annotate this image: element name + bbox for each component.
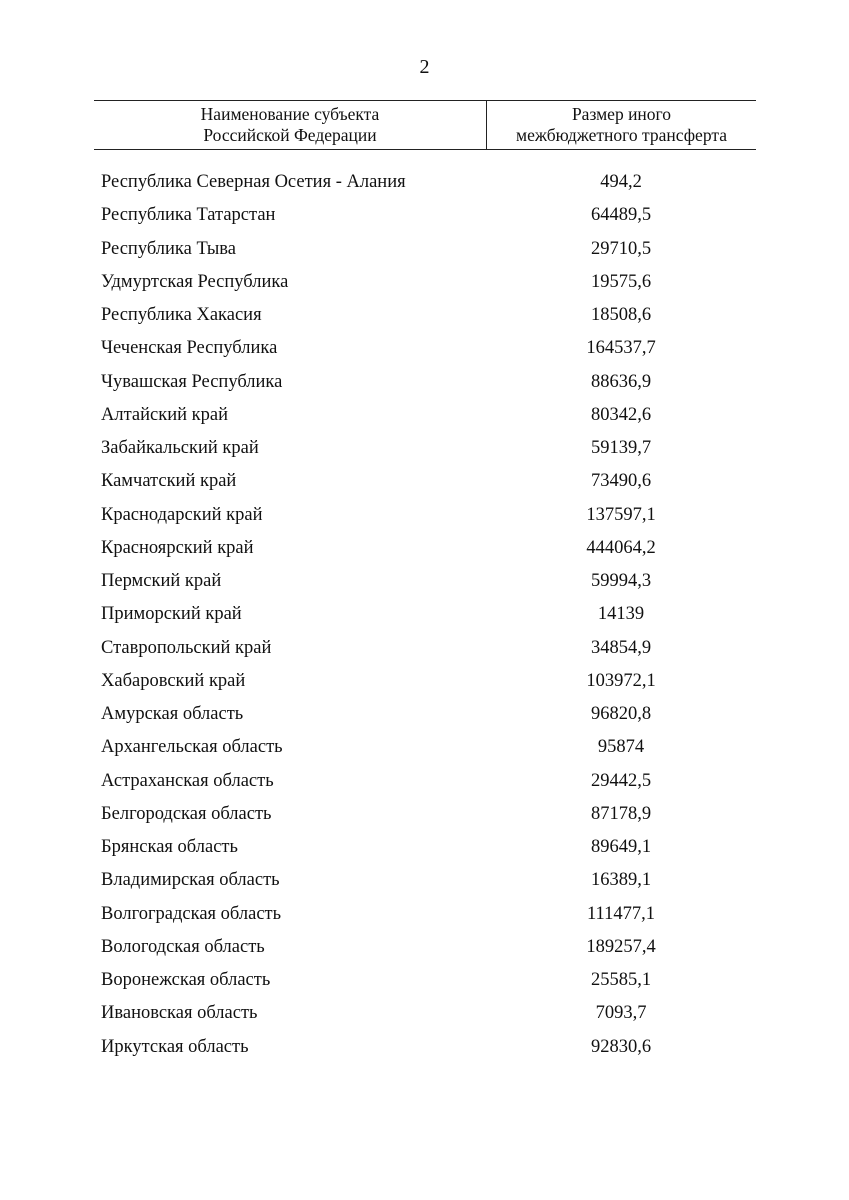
subject-name: Воронежская область <box>101 970 271 990</box>
subject-name: Республика Северная Осетия - Алания <box>101 172 406 192</box>
transfer-value: 73490,6 <box>590 471 652 492</box>
subject-name: Республика Хакасия <box>101 305 262 325</box>
table-row <box>0 997 849 1030</box>
table-row <box>0 798 849 831</box>
transfer-value: 92830,6 <box>590 1036 652 1057</box>
subject-name: Ставропольский край <box>101 637 272 658</box>
transfer-value: 103972,1 <box>586 670 656 691</box>
subject-name: Вологодская область <box>101 936 265 957</box>
table-row <box>0 233 849 266</box>
page-number: 2 <box>419 56 430 78</box>
transfer-value: 59994,3 <box>590 571 652 591</box>
subject-name: Амурская область <box>101 704 244 724</box>
transfer-value: 444064,2 <box>586 537 656 558</box>
transfer-value: 80342,6 <box>590 404 652 425</box>
transfer-value: 189257,4 <box>586 936 656 957</box>
subject-name: Чувашская Республика <box>101 371 283 392</box>
subject-name: Республика Татарстан <box>101 205 276 226</box>
table-row <box>0 565 849 598</box>
transfer-value: 29442,5 <box>590 770 652 791</box>
table-row <box>0 166 849 199</box>
subject-name: Забайкальский край <box>101 438 259 458</box>
table-row <box>0 931 849 964</box>
table-row <box>0 532 849 565</box>
transfer-value: 64489,5 <box>590 205 652 226</box>
subject-name: Пермский край <box>101 571 222 591</box>
transfer-value: 14139 <box>597 604 645 625</box>
table-row <box>0 465 849 498</box>
header-subject-name-line2: Российской Федерации <box>203 125 377 145</box>
transfer-value: 88636,9 <box>590 371 652 392</box>
subject-name: Владимирская область <box>101 870 280 891</box>
transfer-value: 164537,7 <box>586 338 656 359</box>
table-row <box>0 1031 849 1064</box>
table-row <box>0 598 849 631</box>
subject-name: Иркутская область <box>101 1036 249 1057</box>
table-row <box>0 964 849 997</box>
transfer-value: 19575,6 <box>590 271 652 292</box>
table-row <box>0 266 849 299</box>
subject-name: Волгоградская область <box>101 903 282 924</box>
header-transfer-size <box>487 101 756 149</box>
table-row <box>0 765 849 798</box>
header-transfer-size-line1: Размер иного <box>571 104 672 124</box>
table-row <box>0 632 849 665</box>
subject-name: Камчатский край <box>101 471 237 492</box>
subject-name: Приморский край <box>101 604 242 625</box>
table-row <box>0 399 849 432</box>
subject-name: Ивановская область <box>101 1003 258 1024</box>
table-row <box>0 731 849 764</box>
table-row <box>0 898 849 931</box>
transfer-value: 34854,9 <box>590 637 652 658</box>
transfer-value: 89649,1 <box>590 837 652 857</box>
subject-name: Астраханская область <box>101 770 274 791</box>
table-row <box>0 299 849 332</box>
subject-name: Удмуртская Республика <box>101 271 289 292</box>
header-subject-name <box>94 101 487 149</box>
transfer-value: 18508,6 <box>590 305 652 325</box>
transfer-value: 111477,1 <box>586 903 655 924</box>
table-row <box>0 698 849 731</box>
transfer-value: 137597,1 <box>586 504 656 525</box>
subject-name: Краснодарский край <box>101 504 263 525</box>
transfer-value: 494,2 <box>600 172 642 192</box>
subject-name: Брянская область <box>101 837 238 857</box>
header-subject-name-line1: Наименование субъекта <box>200 104 380 124</box>
table-row <box>0 432 849 465</box>
table-row <box>0 864 849 897</box>
table-body <box>0 166 849 1064</box>
table-row <box>0 366 849 399</box>
subject-name: Архангельская область <box>101 737 283 758</box>
table-header <box>94 100 756 150</box>
header-transfer-size-line2: межбюджетного трансферта <box>516 125 727 145</box>
subject-name: Красноярский край <box>101 537 254 558</box>
transfer-value: 87178,9 <box>590 803 652 824</box>
table-row <box>0 332 849 365</box>
transfer-value: 16389,1 <box>590 870 652 891</box>
transfer-value: 25585,1 <box>590 970 652 990</box>
subject-name: Республика Тыва <box>101 238 236 259</box>
transfer-value: 96820,8 <box>590 704 652 724</box>
transfer-value: 7093,7 <box>595 1003 647 1024</box>
table-row <box>0 199 849 232</box>
table-row <box>0 499 849 532</box>
subject-name: Белгородская область <box>101 803 272 824</box>
subject-name: Хабаровский край <box>101 670 246 691</box>
subject-name: Алтайский край <box>101 404 228 425</box>
transfer-value: 59139,7 <box>590 438 652 458</box>
table-row <box>0 665 849 698</box>
transfer-value: 29710,5 <box>590 238 652 259</box>
table-row <box>0 831 849 864</box>
transfer-value: 95874 <box>597 737 645 758</box>
subject-name: Чеченская Республика <box>101 338 278 359</box>
